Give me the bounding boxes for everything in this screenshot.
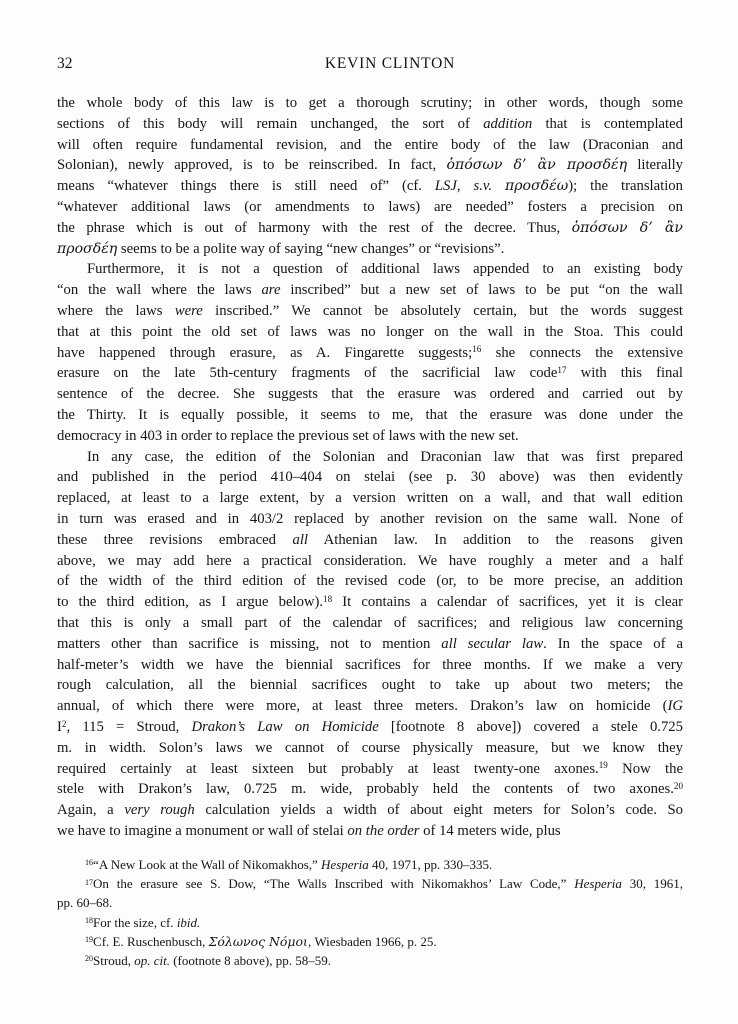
paragraph-1-line: the phrase which is out of harmony with the rest of the decree. Thus, ὁπόσων δ’ ἂν	[57, 219, 684, 236]
paragraph-3-line: matters other than sacrifice is missing, not to mention all secular law. In the space of a	[57, 635, 683, 652]
paragraph-3-line: rough calculation, all the biennial sacrifices ought to take up about two meters; the	[57, 677, 683, 694]
paragraph-3-line: $I^2$, 115 = Stroud, Drakon’s Law on Homicide [footnote 8 above]) covered a stele 0.725	[57, 718, 683, 735]
footnotes	[57, 855, 683, 970]
paragraph-3-line: and published in the period 410–404 on stelai (see p. 30 above) was then evidently	[57, 469, 683, 486]
paragraph-3-line: we have to imagine a monument or wall of stelai on the order of 14 meters wide, plus	[57, 822, 561, 839]
body-text	[57, 93, 683, 842]
paragraph-2-line: democracy in 403 in order to replace the previous set of laws with the new set.	[57, 427, 519, 444]
footnote-line: $^{17}$On the erasure see S. Dow, “The Walls Inscribed with Nikomakhos’ Law Code,” Hesperia 30, 1961,	[85, 876, 684, 892]
paragraph-3-line: Again, a very rough calculation yields a width of about eight meters for Solon’s code. So	[57, 802, 684, 819]
paragraph-2-line: have happened through erasure, as A. Fingarette suggests;$^{16}$ she connects the extensive	[57, 344, 683, 361]
paragraph-3-line: required certainly at least sixteen but probably at least twenty-one axones.$^{19}$ Now the	[57, 760, 683, 777]
footnote-line: $^{19}$Cf. E. Ruschenbusch, Σόλωνος Νόμοι, Wiesbaden 1966, p. 25.	[85, 933, 437, 949]
footnote-line: pp. 60–68.	[57, 895, 113, 911]
paragraph-2-line: erasure on the late 5th-century fragments of the sacrificial law code$^{17}$ with this final	[57, 365, 684, 382]
paragraph-2-line: where the laws were inscribed.” We cannot be absolutely certain, but the words suggest	[57, 302, 684, 319]
paragraph-1-line: will often require fundamental revision, and the entire body of the law (Draconian and	[57, 136, 683, 153]
paragraph-3-line: to the third edition, as I argue below).$^{18}$ It contains a calendar of sacrifices, yet it is clear	[57, 594, 683, 611]
page-number: 32	[57, 55, 73, 72]
paragraph-2-line: “on the wall where the laws are inscribed” but a new set of laws to be put “on the wall	[57, 282, 683, 299]
paragraph-1-line: Solonian), newly approved, is to be reinscribed. In fact, ὁπόσων δ’ ἂν προσδέη literally	[57, 157, 683, 174]
paragraph-2-line: that at this point the old set of laws was no longer on the wall in the Stoa. This could	[57, 323, 683, 340]
paragraph-1-line: the whole body of this law is to get a thorough scrutiny; in other words, though some	[57, 95, 683, 111]
paragraph-2-line: Furthermore, it is not a question of additional laws appended to an existing body	[87, 261, 683, 278]
paragraph-3-line: half-meter’s width we have the biennial sacrifices for three months. If we make a very	[57, 656, 683, 673]
paragraph-1-line: “whatever additional laws (or amendments to laws) are needed” fosters a precision on	[57, 198, 683, 215]
paragraph-3-line: annual, of which there were more, at least three meters. Drakon’s law on homicide (IG	[57, 698, 683, 715]
running-head: KEVIN CLINTON	[324, 55, 456, 72]
footnote-line: $^{16}$“A New Look at the Wall of Nikomakhos,” Hesperia 40, 1971, pp. 330–335.	[85, 857, 493, 872]
paragraph-3-line: replaced, at least to a large extent, by a version written on a wall, and that wall edition	[57, 490, 683, 507]
footnote-line: $^{18}$For the size, cf. ibid.	[85, 914, 201, 930]
paragraph-3-line: above, we may add here a practical consideration. We have roughly a meter and a half	[57, 552, 683, 569]
paragraph-3-line: m. in width. Solon’s laws we cannot of course physically measure, but we know they	[57, 739, 683, 756]
paragraph-2-line: sentence of the decree. She suggests that the erasure was ordered and carried out by	[57, 386, 683, 403]
page-header	[57, 55, 683, 75]
paragraph-1-line: means “whatever things there is still need of” (cf. LSJ, s.v. προσδέω); the translation	[57, 178, 683, 195]
paragraph-1-line: sections of this body will remain unchanged, the sort of addition that is contemplated	[57, 115, 683, 132]
paragraph-1-line: προσδέη seems to be a polite way of saying “new changes” or “revisions”.	[57, 240, 505, 257]
paragraph-3-line: these three revisions embraced all Athenian law. In addition to the reasons given	[57, 531, 683, 548]
paragraph-3-line: stele with Drakon’s law, 0.725 m. wide, probably held the contents of two axones.$^{20}$	[57, 781, 683, 798]
paragraph-3-line: in turn was erased and in 403/2 replaced by another revision on the same wall. None of	[57, 510, 683, 527]
paragraph-3-line: that this is only a small part of the calendar of sacrifices; and religious law concerning	[57, 614, 683, 631]
footnote-line: $^{20}$Stroud, op. cit. (footnote 8 above), pp. 58–59.	[85, 953, 331, 969]
paragraph-3-line: of the width of the third edition of the revised code (or, to be more precise, an addition	[57, 573, 683, 590]
paragraph-2-line: the Thirty. It is equally possible, it seems to me, that the erasure was done under the	[57, 406, 683, 423]
paragraph-3-line: In any case, the edition of the Solonian and Draconian law that was first prepared	[87, 448, 683, 465]
